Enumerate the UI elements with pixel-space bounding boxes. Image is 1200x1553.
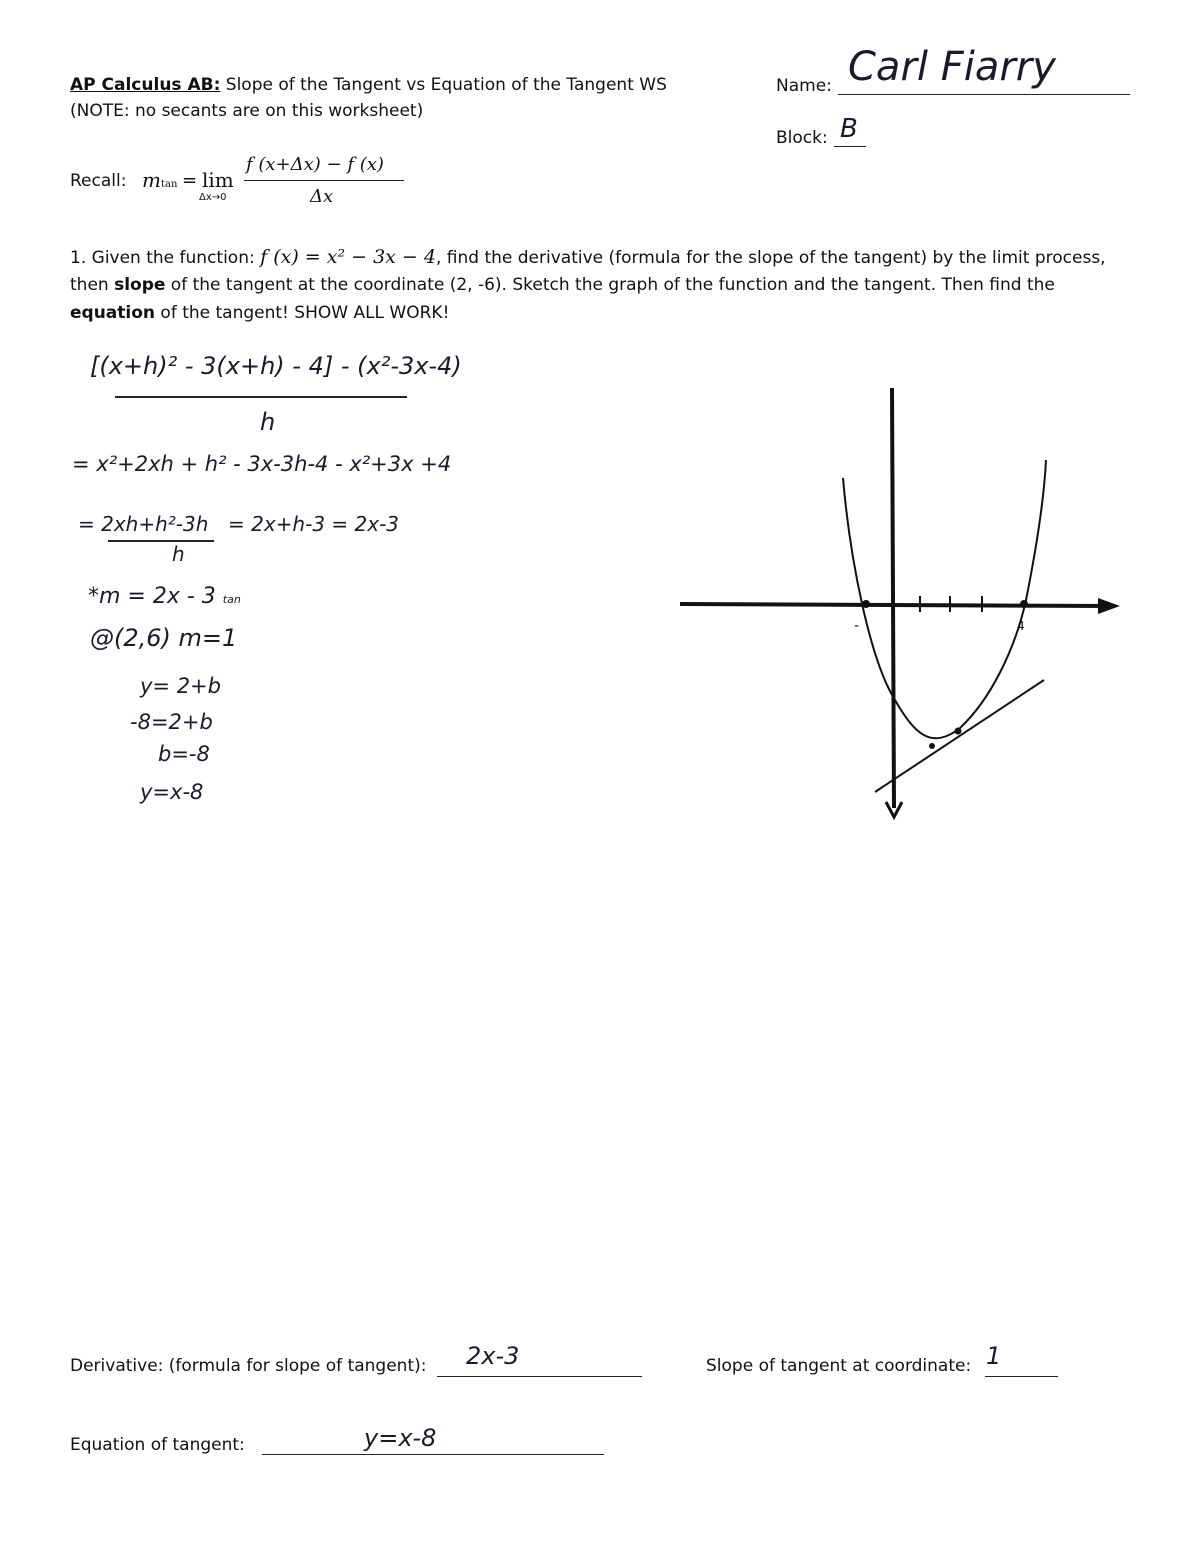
title-text: Slope of the Tangent vs Equation of the Tangent WS: [225, 75, 667, 95]
course-label: AP Calculus AB:: [70, 75, 221, 95]
work-line-6: y= 2+b: [140, 674, 221, 698]
block-value: B: [840, 114, 858, 144]
parabola-curve: [843, 460, 1046, 738]
derivative-answer-line: [437, 1376, 642, 1377]
name-label: Name:: [776, 76, 832, 96]
m-symbol: m: [142, 168, 161, 192]
work-fraction-bar: [115, 396, 407, 398]
equation-answer-line: [262, 1454, 604, 1455]
recall-lim: lim: [202, 168, 234, 192]
derivative-label: Derivative: (formula for slope of tangent):: [70, 1356, 427, 1376]
root-point-right: [1020, 600, 1028, 608]
problem-text-1: , find the derivative (formula for the slope of the tangent) by the limit process,: [435, 248, 1106, 268]
recall-denominator: Δx: [310, 186, 334, 207]
work-line-4: [88, 584, 241, 609]
work-line-3-den: h: [172, 542, 185, 566]
worksheet-title: [70, 75, 667, 95]
recall-numerator: f (x+Δx) − f (x): [246, 154, 384, 175]
name-line: [838, 94, 1130, 95]
problem-line-2: [70, 275, 1055, 295]
recall-label: Recall:: [70, 171, 127, 191]
sketch-graph: [670, 380, 1140, 830]
slope-answer-line: [985, 1376, 1058, 1377]
equation-label: Equation of tangent:: [70, 1435, 245, 1455]
slope-answer: 1: [986, 1342, 1002, 1370]
work-line-9: y=x-8: [140, 780, 204, 804]
problem-text-2a: then: [70, 275, 115, 295]
problem-equation-word: equation: [70, 303, 156, 323]
problem-slope-word: slope: [114, 275, 166, 295]
problem-text-3b: of the tangent! SHOW ALL WORK!: [155, 303, 450, 323]
recall-lim-under: Δx→0: [199, 192, 227, 203]
tick-label-left: -: [854, 618, 860, 634]
tangent-point: [955, 728, 962, 735]
recall-equals: =: [182, 170, 198, 191]
work-line-7: -8=2+b: [130, 710, 213, 734]
work-line-2: = x²+2xh + h² - 3x-3h-4 - x²+3x +4: [72, 452, 452, 476]
problem-lead: Given the function:: [91, 248, 255, 268]
name-value: Carl Fiarry: [848, 44, 1056, 90]
work-line-3-bar: [108, 540, 214, 542]
block-label: Block:: [776, 128, 828, 148]
work-line-1: [(x+h)² - 3(x+h) - 4] - (x²-3x-4): [90, 352, 462, 380]
slope-label: Slope of tangent at coordinate:: [706, 1356, 972, 1376]
work-line-4-sub: tan: [222, 593, 241, 606]
recall-m: [142, 168, 177, 192]
work-line-5: @(2,6) m=1: [90, 624, 238, 652]
x-axis-arrow: [1098, 598, 1120, 614]
recall-fraction-bar: [244, 180, 404, 181]
problem-function: f (x) = x² − 3x − 4: [260, 246, 436, 268]
root-point-left: [862, 600, 870, 608]
work-line-1-den: h: [260, 408, 276, 436]
m-subscript: tan: [160, 179, 178, 190]
problem-text-2c: of the tangent at the coordinate (2, -6). Sketch the graph of the function and the tangent. Then find the: [165, 275, 1055, 295]
y-axis: [892, 388, 894, 808]
problem-line-3: [70, 303, 449, 323]
problem-number: 1.: [70, 248, 87, 268]
block-line: [834, 146, 866, 147]
work-line-4-text: *m = 2x - 3: [88, 584, 216, 609]
work-line-3-num: = 2xh+h²-3h: [78, 512, 209, 536]
work-line-3-rest: = 2x+h-3 = 2x-3: [228, 512, 400, 536]
work-line-8: b=-8: [158, 742, 210, 766]
equation-answer: y=x-8: [364, 1424, 437, 1452]
x-axis: [680, 604, 1110, 606]
tick-label-right: 4: [1017, 619, 1025, 633]
vertex-point: [929, 743, 935, 749]
worksheet-note: (NOTE: no secants are on this worksheet): [70, 101, 424, 121]
problem-line-1: [70, 246, 1106, 268]
tangent-line: [875, 680, 1044, 792]
derivative-answer: 2x-3: [466, 1342, 520, 1370]
